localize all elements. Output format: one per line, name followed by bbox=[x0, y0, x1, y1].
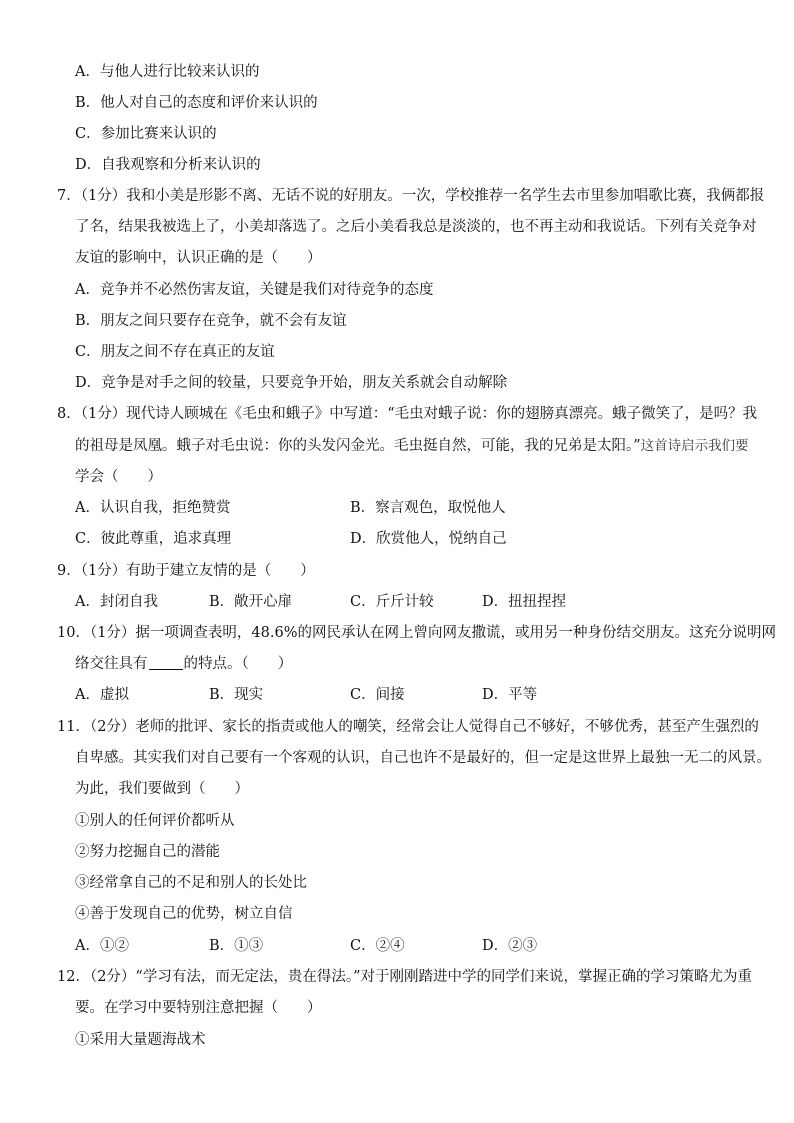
q10-stem-line-2 bbox=[75, 654, 745, 674]
q8-option-a: A．认识自我，拒绝赞赏 bbox=[75, 500, 231, 516]
q9-option-a: A．封闭自我 bbox=[75, 594, 158, 610]
q10-stem-line-1: 10．（1分）据一项调查表明，48.6%的网民承认在网上曾向网友撒谎，或用另一种身份结交朋友。这充分说明网 bbox=[57, 625, 776, 641]
q10-option-d: D．平等 bbox=[482, 687, 538, 703]
q8-option-c: C．彼此尊重，追求真理 bbox=[75, 531, 232, 547]
q9-option-c: C．斤斤计较 bbox=[350, 594, 434, 610]
q8-option-b: B．察言观色，取悦他人 bbox=[350, 500, 506, 516]
q9-option-d: D．扭扭捏捏 bbox=[482, 594, 567, 610]
q8-stem-line-3: 学会（ ） bbox=[75, 469, 162, 485]
q12-item-1: ①采用大量题海战术 bbox=[75, 1032, 206, 1048]
q6-option-a: A．与他人进行比较来认识的 bbox=[75, 64, 260, 80]
q11-option-b: B．①③ bbox=[209, 938, 264, 954]
q10-option-a: A．虚拟 bbox=[75, 687, 129, 703]
q11-item-1: ①别人的任何评价都听从 bbox=[75, 813, 235, 829]
q7-stem-line-3: 友谊的影响中，认识正确的是（ ） bbox=[75, 250, 322, 266]
q11-option-a: A．①② bbox=[75, 938, 129, 954]
q7-option-c: C．朋友之间不存在真正的友谊 bbox=[75, 344, 275, 360]
q11-item-2: ②努力挖掘自己的潜能 bbox=[75, 844, 220, 860]
q8-stem-line-2-tail: 这首诗启示我们要 bbox=[640, 438, 749, 454]
q8-option-d: D．欣赏他人，悦纳自己 bbox=[350, 531, 507, 547]
q10-stem-post: 的特点。（ ） bbox=[183, 656, 293, 672]
q11-stem-line-2: 自卑感。其实我们对自己要有一个客观的认识，自己也许不是最好的，但一定是这世界上最独一无二的风景。 bbox=[75, 750, 771, 766]
q11-options-row bbox=[75, 936, 745, 956]
q7-option-a: A．竞争并不必然伤害友谊，关键是我们对待竞争的态度 bbox=[75, 282, 434, 298]
q12-stem-line-1: 12．（2分）“学习有法，而无定法，贵在得法。”对于刚刚踏进中学的同学们来说，掌握正确的学习策略尤为重 bbox=[57, 969, 752, 985]
q11-option-c: C．②④ bbox=[350, 938, 405, 954]
q9-stem: 9．（1分）有助于建立友情的是（ ） bbox=[57, 563, 315, 579]
q6-option-c: C．参加比赛来认识的 bbox=[75, 126, 217, 142]
q11-stem-line-1: 11．（2分）老师的批评、家长的指责或他人的嘲笑，经常会让人觉得自己不够好，不够优秀，甚至产生强烈的 bbox=[57, 719, 759, 735]
q6-option-b: B．他人对自己的态度和评价来认识的 bbox=[75, 95, 318, 111]
q9-options-row bbox=[75, 592, 745, 612]
q7-stem-line-1: 7．（1分）我和小美是形影不离、无话不说的好朋友。一次，学校推荐一名学生去市里参加唱歌比赛，我俩都报 bbox=[57, 188, 765, 204]
q10-stem-pre: 络交往具有 bbox=[75, 656, 148, 672]
q10-options-row bbox=[75, 685, 745, 705]
q8-stem-line-1: 8．（1分）现代诗人顾城在《毛虫和蛾子》中写道：“毛虫对蛾子说：你的翅膀真漂亮。蛾子微笑了，是吗？我 bbox=[57, 406, 758, 422]
q10-option-b: B．现实 bbox=[209, 687, 264, 703]
q7-stem-line-2: 了名，结果我被选上了，小美却落选了。之后小美看我总是淡淡的，也不再主动和我说话。下列有关竞争对 bbox=[75, 219, 757, 235]
q10-option-c: C．间接 bbox=[350, 687, 405, 703]
q8-options-row-2 bbox=[75, 529, 745, 549]
q11-option-d: D．②③ bbox=[482, 938, 538, 954]
q11-stem-line-3: 为此，我们要做到（ ） bbox=[75, 781, 249, 797]
q8-stem-line-2-text: 的祖母是凤凰。蛾子对毛虫说：你的头发闪金光。毛虫挺自然，可能，我的兄弟是太阳。” bbox=[75, 438, 641, 454]
q7-option-b: B．朋友之间只要存在竞争，就不会有友谊 bbox=[75, 313, 347, 329]
q11-item-3: ③经常拿自己的不足和别人的长处比 bbox=[75, 875, 307, 891]
q11-item-4: ④善于发现自己的优势，树立自信 bbox=[75, 906, 293, 922]
q12-stem-line-2: 要。在学习中要特别注意把握（ ） bbox=[75, 1000, 322, 1016]
q8-stem-line-2 bbox=[75, 436, 749, 456]
q9-option-b: B．敞开心扉 bbox=[209, 594, 293, 610]
q7-option-d: D．竞争是对手之间的较量，只要竞争开始，朋友关系就会自动解除 bbox=[75, 375, 508, 391]
q6-option-d: D．自我观察和分析来认识的 bbox=[75, 157, 261, 173]
answer-blank bbox=[149, 655, 183, 670]
q8-options-row-1 bbox=[75, 498, 745, 518]
